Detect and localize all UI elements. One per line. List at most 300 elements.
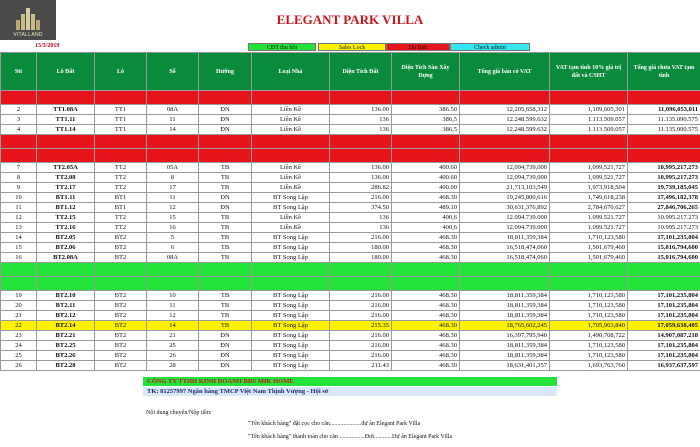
- cell-floor-area: 468.30: [392, 331, 460, 341]
- table-row: [1, 163, 700, 173]
- cell-stt: 19: [1, 291, 37, 301]
- cell-vat: 1,705,963,840: [550, 321, 628, 331]
- cell-vat: 2,784,670,627: [550, 203, 628, 213]
- cell-price-vat: 16,518,474,060: [460, 243, 550, 253]
- table-row: [1, 351, 700, 361]
- price-table: [0, 52, 700, 371]
- cell-stt: 15: [1, 243, 37, 253]
- cell-block: BT2: [95, 351, 147, 361]
- table-row: [1, 203, 700, 213]
- cell-direction: TB: [199, 233, 252, 243]
- cell-lot: BT2.08A: [37, 253, 95, 263]
- cell-stt: 22: [1, 321, 37, 331]
- cell-house-type: Liền Kề: [252, 163, 330, 173]
- col-number: Số: [147, 53, 199, 91]
- cell-vat: 1,501,679,460: [550, 243, 628, 253]
- cell-stt: 9: [1, 183, 37, 193]
- cell-price-no-vat: 15,016,794,600: [628, 243, 700, 253]
- cell-price-vat: 18,811,359,384: [460, 311, 550, 321]
- cell-floor-area: 468.30: [392, 253, 460, 263]
- separator-cell: [147, 135, 199, 149]
- cell-price-vat: 12,094,739,000: [460, 163, 550, 173]
- cell-lot: TT2.08: [37, 173, 95, 183]
- cell-house-type: BT Song Lập: [252, 331, 330, 341]
- cell-price-vat: 18,631,401,357: [460, 361, 550, 371]
- cell-floor-area: 468.30: [392, 361, 460, 371]
- cell-land-area: 216.00: [330, 311, 392, 321]
- separator-cell: [628, 91, 700, 105]
- cell-stt: 12: [1, 213, 37, 223]
- separator-row: [1, 91, 700, 105]
- col-house-type: Loại Nhà: [252, 53, 330, 91]
- separator-cell: [37, 149, 95, 163]
- date-label: 15/3/2019: [35, 43, 60, 49]
- cell-vat: 1,490,708,722: [550, 331, 628, 341]
- cell-lot: BT2.14: [37, 321, 95, 331]
- cell-lot: BT2.25: [37, 341, 95, 351]
- cell-land-area: 136: [330, 115, 392, 125]
- cell-price-no-vat: 10.995.217.273: [628, 213, 700, 223]
- cell-stt: 11: [1, 203, 37, 213]
- cell-price-vat: 16,518,474,060: [460, 253, 550, 263]
- cell-price-vat: 16,397,795,940: [460, 331, 550, 341]
- cell-vat: 1,501,679,460: [550, 253, 628, 263]
- col-floor-area: Diện Tích Sàn Xây Dựng: [392, 53, 460, 91]
- cell-block: TT1: [95, 105, 147, 115]
- cell-block: BT2: [95, 233, 147, 243]
- cell-number: 15: [147, 213, 199, 223]
- cell-price-no-vat: 15,016,794,600: [628, 253, 700, 263]
- separator-cell: [1, 135, 37, 149]
- col-price-no-vat: Tổng giá chưa VAT tạm tính: [628, 53, 700, 91]
- table-row: [1, 301, 700, 311]
- table-row: [1, 115, 700, 125]
- cell-lot: BT1.12: [37, 203, 95, 213]
- cell-floor-area: 400,6: [392, 213, 460, 223]
- cell-lot: BT1.11: [37, 193, 95, 203]
- table-row: [1, 321, 700, 331]
- cell-number: 14: [147, 125, 199, 135]
- cell-block: TT2: [95, 213, 147, 223]
- cell-land-area: 216.00: [330, 193, 392, 203]
- table-row: [1, 361, 700, 371]
- cell-land-area: 136: [330, 223, 392, 233]
- cell-price-vat: 18,811,359,384: [460, 233, 550, 243]
- cell-number: 25: [147, 341, 199, 351]
- cell-lot: TT1.11: [37, 115, 95, 125]
- cell-vat: 1,099,521,727: [550, 173, 628, 183]
- cell-house-type: BT Song Lập: [252, 233, 330, 243]
- cell-price-vat: 12,094,739,000: [460, 173, 550, 183]
- cell-house-type: BT Song Lập: [252, 243, 330, 253]
- separator-cell: [199, 149, 252, 163]
- transfer-note-label: Nội dung chuyển/Nộp tiền:: [146, 410, 212, 416]
- table-row: [1, 173, 700, 183]
- cell-number: 08A: [147, 105, 199, 115]
- separator-cell: [147, 149, 199, 163]
- cell-land-area: 180.00: [330, 243, 392, 253]
- cell-stt: 23: [1, 331, 37, 341]
- cell-direction: ĐN: [199, 331, 252, 341]
- cell-price-vat: 12.094.739.000: [460, 213, 550, 223]
- cell-block: BT2: [95, 243, 147, 253]
- cell-house-type: BT Song Lập: [252, 341, 330, 351]
- legend-check-admin: Check admin: [450, 43, 530, 51]
- cell-direction: TB: [199, 243, 252, 253]
- cell-house-type: BT Song Lập: [252, 203, 330, 213]
- cell-stt: 20: [1, 301, 37, 311]
- cell-price-no-vat: 10.995.217.273: [628, 223, 700, 233]
- cell-direction: TB: [199, 183, 252, 193]
- cell-price-no-vat: 10,995,217,273: [628, 173, 700, 183]
- cell-lot: BT2.11: [37, 301, 95, 311]
- separator-cell: [392, 263, 460, 277]
- cell-stt: 16: [1, 253, 37, 263]
- cell-number: 11: [147, 193, 199, 203]
- cell-price-no-vat: 11.135.090.575: [628, 125, 700, 135]
- separator-cell: [460, 91, 550, 105]
- cell-floor-area: 468.30: [392, 193, 460, 203]
- cell-stt: 4: [1, 125, 37, 135]
- cell-price-no-vat: 17,101,235,804: [628, 311, 700, 321]
- cell-lot: BT2.10: [37, 291, 95, 301]
- cell-house-type: Liền Kề: [252, 173, 330, 183]
- cell-house-type: BT Song Lập: [252, 253, 330, 263]
- separator-cell: [147, 91, 199, 105]
- cell-number: 5: [147, 233, 199, 243]
- separator-cell: [628, 263, 700, 277]
- separator-cell: [550, 277, 628, 291]
- cell-floor-area: 386,5: [392, 115, 460, 125]
- cell-price-vat: 18,765,602,245: [460, 321, 550, 331]
- cell-house-type: BT Song Lập: [252, 361, 330, 371]
- cell-direction: TB: [199, 291, 252, 301]
- cell-lot: BT2.28: [37, 361, 95, 371]
- separator-cell: [95, 149, 147, 163]
- cell-direction: ĐN: [199, 341, 252, 351]
- cell-block: BT2: [95, 341, 147, 351]
- cell-land-area: 286.82: [330, 183, 392, 193]
- cell-direction: TB: [199, 213, 252, 223]
- separator-cell: [330, 149, 392, 163]
- separator-cell: [330, 277, 392, 291]
- separator-cell: [550, 91, 628, 105]
- cell-lot: TT2.05A: [37, 163, 95, 173]
- separator-cell: [199, 135, 252, 149]
- cell-house-type: BT Song Lập: [252, 311, 330, 321]
- cell-direction: ĐN: [199, 125, 252, 135]
- cell-price-no-vat: 14,907,087,218: [628, 331, 700, 341]
- separator-cell: [392, 91, 460, 105]
- cell-lot: BT2.12: [37, 311, 95, 321]
- cell-vat: 1,710,123,580: [550, 351, 628, 361]
- separator-cell: [252, 263, 330, 277]
- cell-land-area: 374.50: [330, 203, 392, 213]
- cell-price-no-vat: 17,496,182,378: [628, 193, 700, 203]
- cell-floor-area: 468.30: [392, 301, 460, 311]
- cell-stt: 3: [1, 115, 37, 125]
- cell-block: TT2: [95, 223, 147, 233]
- cell-vat: 1,710,123,580: [550, 311, 628, 321]
- logo-text: VITALLAND: [13, 32, 43, 38]
- cell-number: 6: [147, 243, 199, 253]
- separator-cell: [199, 91, 252, 105]
- cell-number: 11: [147, 301, 199, 311]
- cell-floor-area: 400.60: [392, 173, 460, 183]
- cell-stt: 8: [1, 173, 37, 183]
- cell-price-vat: 18,811,359,384: [460, 341, 550, 351]
- separator-cell: [628, 277, 700, 291]
- cell-house-type: Liền Kề: [252, 213, 330, 223]
- cell-direction: ĐN: [199, 361, 252, 371]
- cell-vat: 1.099.521.727: [550, 223, 628, 233]
- legend-sales-lock: Sales Lock: [318, 43, 386, 51]
- cell-house-type: Liền Kề: [252, 105, 330, 115]
- cell-number: 26: [147, 351, 199, 361]
- separator-cell: [147, 263, 199, 277]
- cell-direction: ĐN: [199, 115, 252, 125]
- col-direction: Hướng: [199, 53, 252, 91]
- cell-land-area: 136: [330, 125, 392, 135]
- cell-price-no-vat: 17,101,235,804: [628, 301, 700, 311]
- table-row: [1, 183, 700, 193]
- cell-vat: 1,710,123,580: [550, 341, 628, 351]
- table-row: [1, 233, 700, 243]
- separator-cell: [199, 277, 252, 291]
- cell-stt: 26: [1, 361, 37, 371]
- cell-floor-area: 468.30: [392, 243, 460, 253]
- payment-note: "Tên khách hàng" thanh toán cho căn .................Đợt............Dự án Elegant Park Villa: [248, 434, 453, 440]
- cell-block: BT2: [95, 321, 147, 331]
- separator-cell: [550, 263, 628, 277]
- separator-cell: [1, 277, 37, 291]
- cell-direction: DN: [199, 193, 252, 203]
- legend-bar: [0, 43, 700, 51]
- separator-cell: [550, 149, 628, 163]
- cell-price-no-vat: 10,995,217,273: [628, 163, 700, 173]
- cell-house-type: BT Song Lập: [252, 301, 330, 311]
- cell-direction: ĐN: [199, 351, 252, 361]
- cell-price-vat: 12,205,658,312: [460, 105, 550, 115]
- cell-land-area: 136: [330, 213, 392, 223]
- cell-lot: TT2.15: [37, 213, 95, 223]
- cell-house-type: BT Song Lập: [252, 351, 330, 361]
- col-stt: Stt: [1, 53, 37, 91]
- separator-cell: [460, 263, 550, 277]
- cell-house-type: Liền Kề: [252, 223, 330, 233]
- cell-floor-area: 468.30: [392, 321, 460, 331]
- bank-account: TK: 81257997 Ngân hàng TMCP Việt Nam Thịnh Vượng - Hội sở: [143, 387, 557, 396]
- cell-land-area: 216.00: [330, 351, 392, 361]
- cell-block: BT2: [95, 291, 147, 301]
- cell-stt: 25: [1, 351, 37, 361]
- cell-block: TT1: [95, 115, 147, 125]
- cell-vat: 1,693,763,760: [550, 361, 628, 371]
- cell-stt: 2: [1, 105, 37, 115]
- cell-number: 08A: [147, 253, 199, 263]
- separator-cell: [147, 277, 199, 291]
- legend-recovered: CĐT thu hồi: [248, 43, 316, 51]
- cell-number: 12: [147, 203, 199, 213]
- separator-cell: [252, 149, 330, 163]
- col-block: Lô: [95, 53, 147, 91]
- cell-block: BT1: [95, 193, 147, 203]
- cell-land-area: 180.00: [330, 253, 392, 263]
- cell-price-vat: 12.248.599.632: [460, 115, 550, 125]
- cell-vat: 1,710,123,580: [550, 291, 628, 301]
- cell-house-type: Liền Kề: [252, 115, 330, 125]
- cell-block: BT2: [95, 361, 147, 371]
- legend-sold: Đã Bán: [386, 43, 450, 51]
- cell-price-vat: 18,811,359,384: [460, 301, 550, 311]
- separator-cell: [392, 277, 460, 291]
- separator-cell: [460, 277, 550, 291]
- col-land-area: Diện Tích Đất: [330, 53, 392, 91]
- cell-floor-area: 400.60: [392, 163, 460, 173]
- cell-number: 12: [147, 311, 199, 321]
- table-row: [1, 291, 700, 301]
- separator-cell: [252, 277, 330, 291]
- cell-house-type: Liền Kề: [252, 125, 330, 135]
- separator-row: [1, 277, 700, 291]
- cell-land-area: 216.00: [330, 301, 392, 311]
- cell-direction: TB: [199, 321, 252, 331]
- separator-cell: [1, 263, 37, 277]
- cell-price-vat: 18,811,359,384: [460, 351, 550, 361]
- col-vat: VAT tạm tính 10% giá trị đất và CSHT: [550, 53, 628, 91]
- table-row: [1, 105, 700, 115]
- table-header: [1, 53, 700, 91]
- cell-lot: BT2.05: [37, 233, 95, 243]
- cell-stt: 24: [1, 341, 37, 351]
- cell-direction: ĐN: [199, 203, 252, 213]
- cell-lot: TT1.14: [37, 125, 95, 135]
- separator-cell: [1, 149, 37, 163]
- cell-direction: TB: [199, 311, 252, 321]
- table-row: [1, 331, 700, 341]
- cell-floor-area: 386.50: [392, 105, 460, 115]
- cell-floor-area: 468.30: [392, 351, 460, 361]
- separator-cell: [37, 91, 95, 105]
- cell-direction: TB: [199, 163, 252, 173]
- cell-vat: 1.099.521.727: [550, 213, 628, 223]
- cell-land-area: 215.35: [330, 321, 392, 331]
- cell-price-vat: 12.248.599.632: [460, 125, 550, 135]
- cell-floor-area: 468.30: [392, 311, 460, 321]
- cell-price-no-vat: 17,101,235,804: [628, 341, 700, 351]
- separator-cell: [550, 135, 628, 149]
- cell-house-type: BT Song Lập: [252, 291, 330, 301]
- col-price-vat: Tổng giá bán có VAT: [460, 53, 550, 91]
- separator-cell: [199, 263, 252, 277]
- separator-cell: [460, 135, 550, 149]
- cell-floor-area: 489.10: [392, 203, 460, 213]
- cell-house-type: BT Song Lập: [252, 193, 330, 203]
- table-row: [1, 253, 700, 263]
- cell-floor-area: 400.00: [392, 183, 460, 193]
- cell-price-vat: 19,245,800,616: [460, 193, 550, 203]
- cell-floor-area: 468.30: [392, 341, 460, 351]
- cell-lot: BT2.21: [37, 331, 95, 341]
- cell-price-vat: 30,631,376,892: [460, 203, 550, 213]
- cell-block: TT2: [95, 163, 147, 173]
- col-lot: Lô Đất: [37, 53, 95, 91]
- table-row: [1, 223, 700, 233]
- separator-cell: [252, 91, 330, 105]
- cell-floor-area: 468.30: [392, 233, 460, 243]
- cell-vat: 1,109,605,301: [550, 105, 628, 115]
- cell-price-no-vat: 17,101,235,804: [628, 233, 700, 243]
- cell-number: 05A: [147, 163, 199, 173]
- cell-block: TT2: [95, 183, 147, 193]
- separator-cell: [330, 263, 392, 277]
- separator-cell: [330, 135, 392, 149]
- cell-lot: TT2.17: [37, 183, 95, 193]
- page-title: ELEGANT PARK VILLA: [276, 12, 424, 27]
- cell-block: BT2: [95, 301, 147, 311]
- cell-stt: 7: [1, 163, 37, 173]
- cell-land-area: 216.00: [330, 233, 392, 243]
- separator-cell: [628, 135, 700, 149]
- table-row: [1, 125, 700, 135]
- cell-land-area: 211.43: [330, 361, 392, 371]
- cell-vat: 1.113.509.057: [550, 125, 628, 135]
- separator-cell: [460, 149, 550, 163]
- cell-price-vat: 12.094.739.000: [460, 223, 550, 233]
- cell-block: TT2: [95, 173, 147, 183]
- cell-land-area: 136.00: [330, 105, 392, 115]
- cell-block: BT2: [95, 253, 147, 263]
- company-name: CÔNG TY TTHH KINH DOANH BĐS MIK HOME: [143, 377, 557, 386]
- separator-cell: [392, 149, 460, 163]
- cell-vat: 1,749,618,238: [550, 193, 628, 203]
- cell-price-no-vat: 11,096,053,011: [628, 105, 700, 115]
- cell-price-no-vat: 11.135.090.575: [628, 115, 700, 125]
- cell-block: BT1: [95, 203, 147, 213]
- cell-direction: TB: [199, 253, 252, 263]
- cell-land-area: 216.00: [330, 341, 392, 351]
- cell-price-vat: 18,811,359,384: [460, 291, 550, 301]
- cell-direction: TB: [199, 223, 252, 233]
- separator-cell: [95, 263, 147, 277]
- cell-number: 16: [147, 223, 199, 233]
- cell-number: 14: [147, 321, 199, 331]
- separator-cell: [95, 277, 147, 291]
- separator-cell: [95, 135, 147, 149]
- cell-price-no-vat: 27,846,706,265: [628, 203, 700, 213]
- separator-cell: [392, 135, 460, 149]
- cell-vat: 1,710,123,580: [550, 233, 628, 243]
- cell-number: 8: [147, 173, 199, 183]
- separator-cell: [37, 263, 95, 277]
- cell-price-vat: 21,713,103,549: [460, 183, 550, 193]
- separator-row: [1, 263, 700, 277]
- cell-vat: 1,710,123,580: [550, 301, 628, 311]
- cell-direction: TB: [199, 173, 252, 183]
- cell-land-area: 216.00: [330, 291, 392, 301]
- cell-block: BT2: [95, 311, 147, 321]
- table-row: [1, 243, 700, 253]
- deposit-note: "Tên khách hàng" đặt cọc cho căn.....................đự án Elegant Park Villa: [248, 421, 421, 427]
- cell-lot: TT1.08A: [37, 105, 95, 115]
- separator-cell: [252, 135, 330, 149]
- separator-cell: [628, 149, 700, 163]
- cell-price-no-vat: 17,101,235,804: [628, 351, 700, 361]
- table-row: [1, 193, 700, 203]
- cell-land-area: 136.00: [330, 163, 392, 173]
- separator-cell: [37, 277, 95, 291]
- cell-direction: TB: [199, 301, 252, 311]
